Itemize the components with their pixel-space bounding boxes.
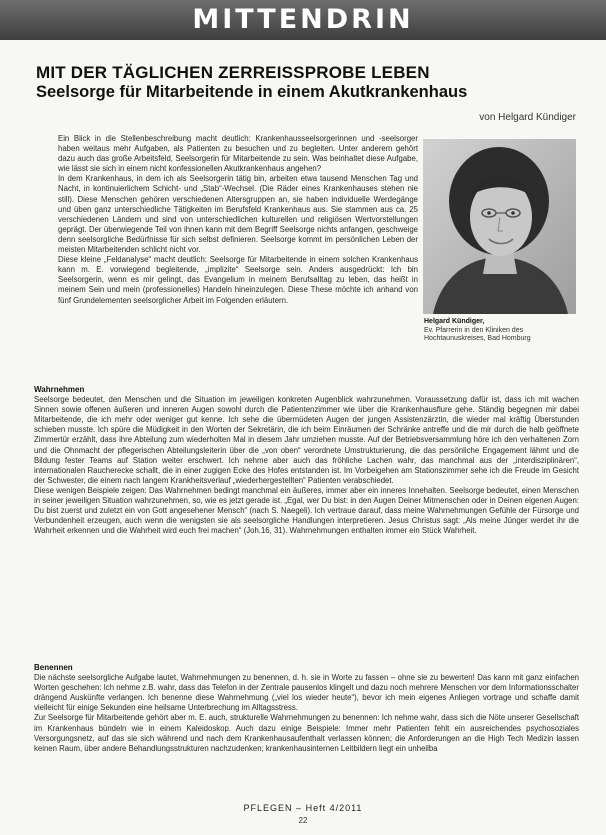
portrait-image [423, 139, 576, 314]
article-subtitle: Seelsorge für Mitarbeitende in einem Akutkrankenhaus [36, 83, 468, 101]
caption-name: Helgard Kündiger, [424, 318, 485, 325]
body-paragraph: Die nächste seelsorgliche Aufgabe lautet, Wahrnehmungen zu benennen, d. h. sie in Worte zu fassen – ohne sie zu bewerten! Das kann mit ganz einfachen Worten geschehen: Ich nehme z.B. wahr, dass das Telefon in der Zentrale pausenlos klingelt und dazu noch mehrere Menschen vor dem Informationsschalter drängend Auskünfte verlangen. Ich benenne diese Wahrnehmung („viel los wieder heute“), bevor ich mein eigenes Anliegen vortrage und schaffe damit vielleicht für einige Sekunden eine heilsame Unterbrechung im Alltagsstress. [34, 673, 579, 713]
body-paragraph: Zur Seelsorge für Mitarbeitende gehört aber m. E. auch, strukturelle Wahrnehmungen zu benennen: Ich nehme wahr, dass sich die Nöte unserer Gesellschaft im Krankenhaus bündeln wie in einem Kaleidoskop. Auch dazu einige Beispiele: Immer mehr Patienten fehlt ein ausreichendes psychosoziales Versorgungsnetz, auf das sie sich während und nach dem Krankenhausaufenthalt verlassen können; die Anforderungen an die High Tech Medizin lassen keinen Raum, über andere Behandlungsstrukturen nachzudenken; krankenhausinternen Leitbildern liegt ein unheilba [34, 713, 579, 753]
photo-caption [424, 318, 574, 344]
banner-label: MITTENDRIN [192, 4, 414, 35]
author-photo [423, 139, 576, 314]
article-author: von Helgard Kündiger [479, 112, 576, 123]
intro-text [58, 134, 418, 306]
intro-paragraph: In dem Krankenhaus, in dem ich als Seelsorgerin tätig bin, arbeiten etwa tausend Menschen Tag und Nacht, in kontinuierlichem Schicht- und „Stab“-Wechsel. (Die Räder eines Krankenhauses stehen nie still). Diese Menschen gehören verschiedenen Altersgruppen an, sie haben individuelle Werdegänge und üben ganz unterschiedliche Tätigkeiten im Berufsfeld Krankenhaus aus. Sie stammen aus ca. 25 verschiedenen Ländern und sind von unterschiedlichen kulturellen und religiösen Wertvorstellungen geprägt. Der überwiegende Teil von ihnen kann mit dem Begriff Seelsorge nichts anfangen, geschweige denn seelsorgliche Bedürfnisse für sich selbst definieren. Seelsorge kommt im persönlichen Leben der meisten Mitarbeitenden schlicht nicht vor. [58, 174, 418, 255]
intro-paragraph: Ein Blick in die Stellenbeschreibung macht deutlich: Krankenhausseelsorgerinnen und -seelsorger haben weitaus mehr Aufgaben, als Patienten zu besuchen und zu begleiten. Unter anderem gehört dazu auch das große Arbeitsfeld, Seelsorgerin für Mitarbeitende zu sein. Was beinhaltet diese Aufgabe, wie lässt sie sich in einem nicht konfessionellen Akutkrankenhaus angehen? [58, 134, 418, 174]
intro-paragraph: Diese kleine „Feldanalyse“ macht deutlich: Seelsorge für Mitarbeitende in einem solchen Krankenhaus kann m. E. vorwiegend begleitende, „implizite“ Seelsorge sein. Anders ausgedrückt: Ich bin Seelsorgerin, wenn es mir gelingt, das Evangelium in meinem Berufsalltag zu leben, das heißt in meinem Sein und mein (professionelles) Handeln hineinzulegen. Diese These möchte ich anhand von fünf Grundelementen seelsorglicher Arbeit im Folgenden erläutern. [58, 255, 418, 305]
body-paragraph: Diese wenigen Beispiele zeigen: Das Wahrnehmen bedingt manchmal ein äußeres, immer aber ein inneres Innehalten. Seelsorge bedeutet, einen Menschen in seiner jeweiligen Situation wahrzunehmen, so, wie es jetzt gerade ist. „Egal, wer Du bist: in den Augen Deiner Mitmenschen oder in Deinen eigenen Augen: Du bist zuerst und zuletzt ein von Gott angesehener Mensch“ (nach S. Naegeli). Ich vertraue darauf, dass meine Wahrnehmungen Gefühle der Fürsorge und Verbundenheit erzeugen, auch wenn die wenigsten sie als seelsorgliche Handlungen interpretieren. Jesus Christus sagt: „Als meine Jünger werdet ihr die Wahrheit erkennen und die Wahrheit wird euch frei machen“ (Joh.16, 31). Wahrnehmungen enthalten immer ein Stück Wahrheit. [34, 485, 579, 536]
body-paragraph: Seelsorge bedeutet, den Menschen und die Situation im jeweiligen konkreten Augenblick wahrzunehmen. Voraussetzung dafür ist, dass ich mit wachen Sinnen sowie offenen äußeren und inneren Augen sowohl durch die Patientenzimmer wie über die Krankenhausflure gehe. Ständig begegnen mir dabei Mitarbeitende, die ich mehr oder weniger gut kenne. Ich sehe die übermüdeten Augen der jungen Assistenzärztin, die wieder mal kräftig Überstunden schieben musste. Ich spüre die Müdigkeit in den Worten der Sekretärin, die ich beim Einräumen der Schränke antreffe und die mir durch die halb geöffnete Zimmertür erzählt, dass ihre Abteilung zum wiederholten Mal in diesem Jahr umziehen musste. Auf der Betriebsversammlung höre ich den verhaltenen Zorn und die Ohnmacht der pflegerischen Abteilungsleiterin über die „von oben“ verordnete Umstrukturierung, die das persönliche Engagement lähmt und die Bildung fester Teams auf Station weiter erschwert. Ich nehme aber auch das fröhliche Lachen wahr, das manchmal aus der „interdisziplinären“, internationalen Raucherecke schallt, die in einer zugigen Ecke des Hofes entstanden ist. Im Vorbeigehen am Stationszimmer sehe ich die Freude im Gesicht der Schwester, die einem nach langem Krankheitsverlauf „wiederhergestellten“ Patienten verabschiedet. [34, 395, 579, 485]
section-heading: Benennen [34, 663, 73, 672]
section-benennen [34, 663, 579, 754]
caption-text: Ev. Pfarrerin in den Kliniken des Hochtaunuskreises, Bad Homburg [424, 326, 531, 343]
section-heading: Wahrnehmen [34, 385, 85, 394]
article-title: MIT DER TÄGLICHEN ZERREISSPROBE LEBEN [36, 63, 430, 82]
section-banner [0, 0, 606, 40]
magazine-footer: PFLEGEN – Heft 4/2011 [243, 803, 363, 813]
page-number: 22 [298, 816, 308, 825]
section-wahrnehmen [34, 385, 579, 536]
